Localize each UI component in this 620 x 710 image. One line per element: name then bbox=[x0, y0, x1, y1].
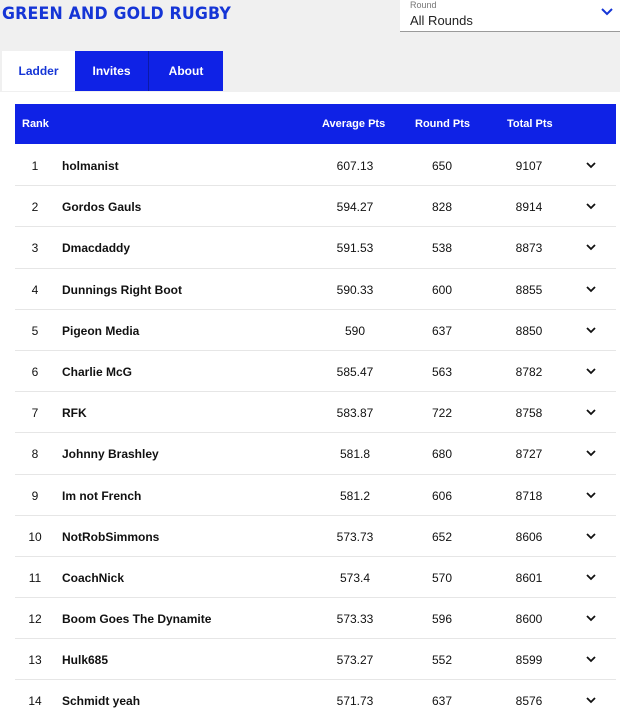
total-pts-cell: 8601 bbox=[515, 570, 543, 585]
rank-cell: 14 bbox=[28, 694, 42, 709]
average-pts-cell: 607.13 bbox=[336, 159, 374, 173]
total-pts-cell: 9107 bbox=[515, 159, 543, 173]
table-row[interactable] bbox=[15, 516, 616, 557]
team-name-cell: Gordos Gauls bbox=[62, 200, 142, 215]
header-round-pts[interactable]: Round Pts bbox=[415, 118, 470, 130]
tab-ladder[interactable]: Ladder bbox=[2, 51, 75, 91]
chevron-down-icon[interactable] bbox=[585, 614, 597, 623]
rank-cell: 6 bbox=[31, 364, 39, 379]
site-title[interactable]: GREEN AND GOLD RUGBY bbox=[2, 4, 232, 24]
round-select[interactable] bbox=[400, 0, 620, 32]
total-pts-cell: 8576 bbox=[515, 694, 543, 709]
table-row[interactable] bbox=[15, 433, 616, 474]
table-row[interactable] bbox=[15, 557, 616, 598]
chevron-down-icon[interactable] bbox=[585, 202, 597, 211]
total-pts-cell: 8718 bbox=[515, 488, 543, 503]
rank-cell: 12 bbox=[28, 612, 42, 627]
team-name-cell: Charlie McG bbox=[62, 364, 133, 379]
chevron-down-icon[interactable] bbox=[585, 696, 597, 705]
round-pts-cell: 538 bbox=[431, 241, 453, 256]
total-pts-cell: 8599 bbox=[515, 653, 543, 668]
table-header bbox=[15, 104, 616, 144]
rank-cell: 11 bbox=[28, 570, 42, 585]
average-pts-cell: 590 bbox=[344, 323, 366, 338]
rank-cell: 2 bbox=[31, 200, 39, 215]
top-bar bbox=[0, 0, 620, 92]
table-row[interactable] bbox=[15, 475, 616, 516]
team-name-cell: holmanist bbox=[62, 159, 119, 173]
table-row[interactable] bbox=[15, 639, 616, 680]
round-pts-cell: 652 bbox=[431, 529, 453, 544]
total-pts-cell: 8873 bbox=[515, 241, 543, 256]
header-average-pts[interactable]: Average Pts bbox=[322, 118, 386, 130]
chevron-down-icon[interactable] bbox=[585, 573, 597, 582]
rank-cell: 9 bbox=[31, 488, 39, 503]
round-pts-cell: 563 bbox=[431, 364, 453, 379]
table-row[interactable] bbox=[15, 227, 616, 268]
chevron-down-icon[interactable] bbox=[585, 161, 597, 170]
table-row[interactable] bbox=[15, 598, 616, 639]
total-pts-cell: 8727 bbox=[515, 447, 543, 462]
tab-about[interactable]: About bbox=[149, 51, 223, 91]
team-name-cell: Johnny Brashley bbox=[62, 447, 159, 462]
average-pts-cell: 571.73 bbox=[336, 694, 374, 709]
total-pts-cell: 8914 bbox=[515, 200, 543, 215]
table-row[interactable] bbox=[15, 145, 616, 186]
total-pts-cell: 8600 bbox=[515, 612, 543, 627]
total-pts-cell: 8850 bbox=[515, 323, 543, 338]
rank-cell: 10 bbox=[28, 529, 42, 544]
average-pts-cell: 573.4 bbox=[339, 570, 371, 585]
round-pts-cell: 828 bbox=[431, 200, 453, 215]
round-pts-cell: 722 bbox=[431, 406, 453, 421]
rank-cell: 3 bbox=[31, 241, 39, 256]
chevron-down-icon[interactable] bbox=[585, 449, 597, 458]
rank-cell: 5 bbox=[31, 323, 39, 338]
round-select-value: All Rounds bbox=[410, 13, 473, 28]
rank-cell: 1 bbox=[31, 159, 39, 173]
tab-bar bbox=[2, 51, 223, 91]
total-pts-cell: 8855 bbox=[515, 282, 543, 297]
table-row[interactable] bbox=[15, 310, 616, 351]
average-pts-cell: 585.47 bbox=[336, 364, 374, 379]
chevron-down-icon[interactable] bbox=[585, 655, 597, 664]
round-select-label: Round bbox=[410, 0, 437, 10]
average-pts-cell: 573.27 bbox=[336, 653, 374, 668]
average-pts-cell: 594.27 bbox=[336, 200, 374, 215]
header-rank[interactable]: Rank bbox=[22, 118, 49, 130]
table-row[interactable] bbox=[15, 680, 616, 710]
table-row[interactable] bbox=[15, 392, 616, 433]
chevron-down-icon[interactable] bbox=[585, 326, 597, 335]
average-pts-cell: 590.33 bbox=[336, 282, 374, 297]
round-pts-cell: 637 bbox=[431, 323, 453, 338]
average-pts-cell: 573.73 bbox=[336, 529, 374, 544]
total-pts-cell: 8782 bbox=[515, 364, 543, 379]
chevron-down-icon[interactable] bbox=[585, 243, 597, 252]
team-name-cell: NotRobSimmons bbox=[62, 529, 160, 544]
chevron-down-icon[interactable] bbox=[585, 367, 597, 376]
team-name-cell: Im not French bbox=[62, 488, 142, 503]
team-name-cell: Dmacdaddy bbox=[62, 241, 131, 256]
team-name-cell: Hulk685 bbox=[62, 653, 109, 668]
header-total-pts[interactable]: Total Pts bbox=[507, 118, 553, 130]
tab-invites[interactable]: Invites bbox=[75, 51, 149, 91]
total-pts-cell: 8758 bbox=[515, 406, 543, 421]
team-name-cell: Dunnings Right Boot bbox=[62, 282, 182, 297]
average-pts-cell: 573.33 bbox=[336, 612, 374, 627]
rank-cell: 7 bbox=[31, 406, 39, 421]
team-name-cell: CoachNick bbox=[62, 570, 125, 585]
ladder-table-body bbox=[15, 145, 616, 710]
chevron-down-icon[interactable] bbox=[585, 408, 597, 417]
round-pts-cell: 606 bbox=[431, 488, 453, 503]
team-name-cell: Boom Goes The Dynamite bbox=[62, 612, 212, 627]
round-pts-cell: 650 bbox=[431, 159, 453, 173]
team-name-cell: Schmidt yeah bbox=[62, 694, 141, 709]
table-row[interactable] bbox=[15, 269, 616, 310]
chevron-down-icon[interactable] bbox=[585, 532, 597, 541]
table-row[interactable] bbox=[15, 351, 616, 392]
average-pts-cell: 591.53 bbox=[336, 241, 374, 256]
total-pts-cell: 8606 bbox=[515, 529, 543, 544]
average-pts-cell: 581.2 bbox=[339, 488, 371, 503]
round-pts-cell: 596 bbox=[431, 612, 453, 627]
team-name-cell: Pigeon Media bbox=[62, 323, 140, 338]
rank-cell: 8 bbox=[31, 447, 39, 462]
rank-cell: 13 bbox=[28, 653, 42, 668]
chevron-down-icon bbox=[600, 7, 614, 17]
average-pts-cell: 581.8 bbox=[339, 447, 371, 462]
round-pts-cell: 637 bbox=[431, 694, 453, 709]
round-pts-cell: 552 bbox=[431, 653, 453, 668]
average-pts-cell: 583.87 bbox=[336, 406, 374, 421]
rank-cell: 4 bbox=[31, 282, 39, 297]
chevron-down-icon[interactable] bbox=[585, 285, 597, 294]
round-pts-cell: 570 bbox=[431, 570, 453, 585]
table-row[interactable] bbox=[15, 186, 616, 227]
round-pts-cell: 600 bbox=[431, 282, 453, 297]
round-pts-cell: 680 bbox=[431, 447, 453, 462]
chevron-down-icon[interactable] bbox=[585, 491, 597, 500]
team-name-cell: RFK bbox=[62, 406, 87, 421]
